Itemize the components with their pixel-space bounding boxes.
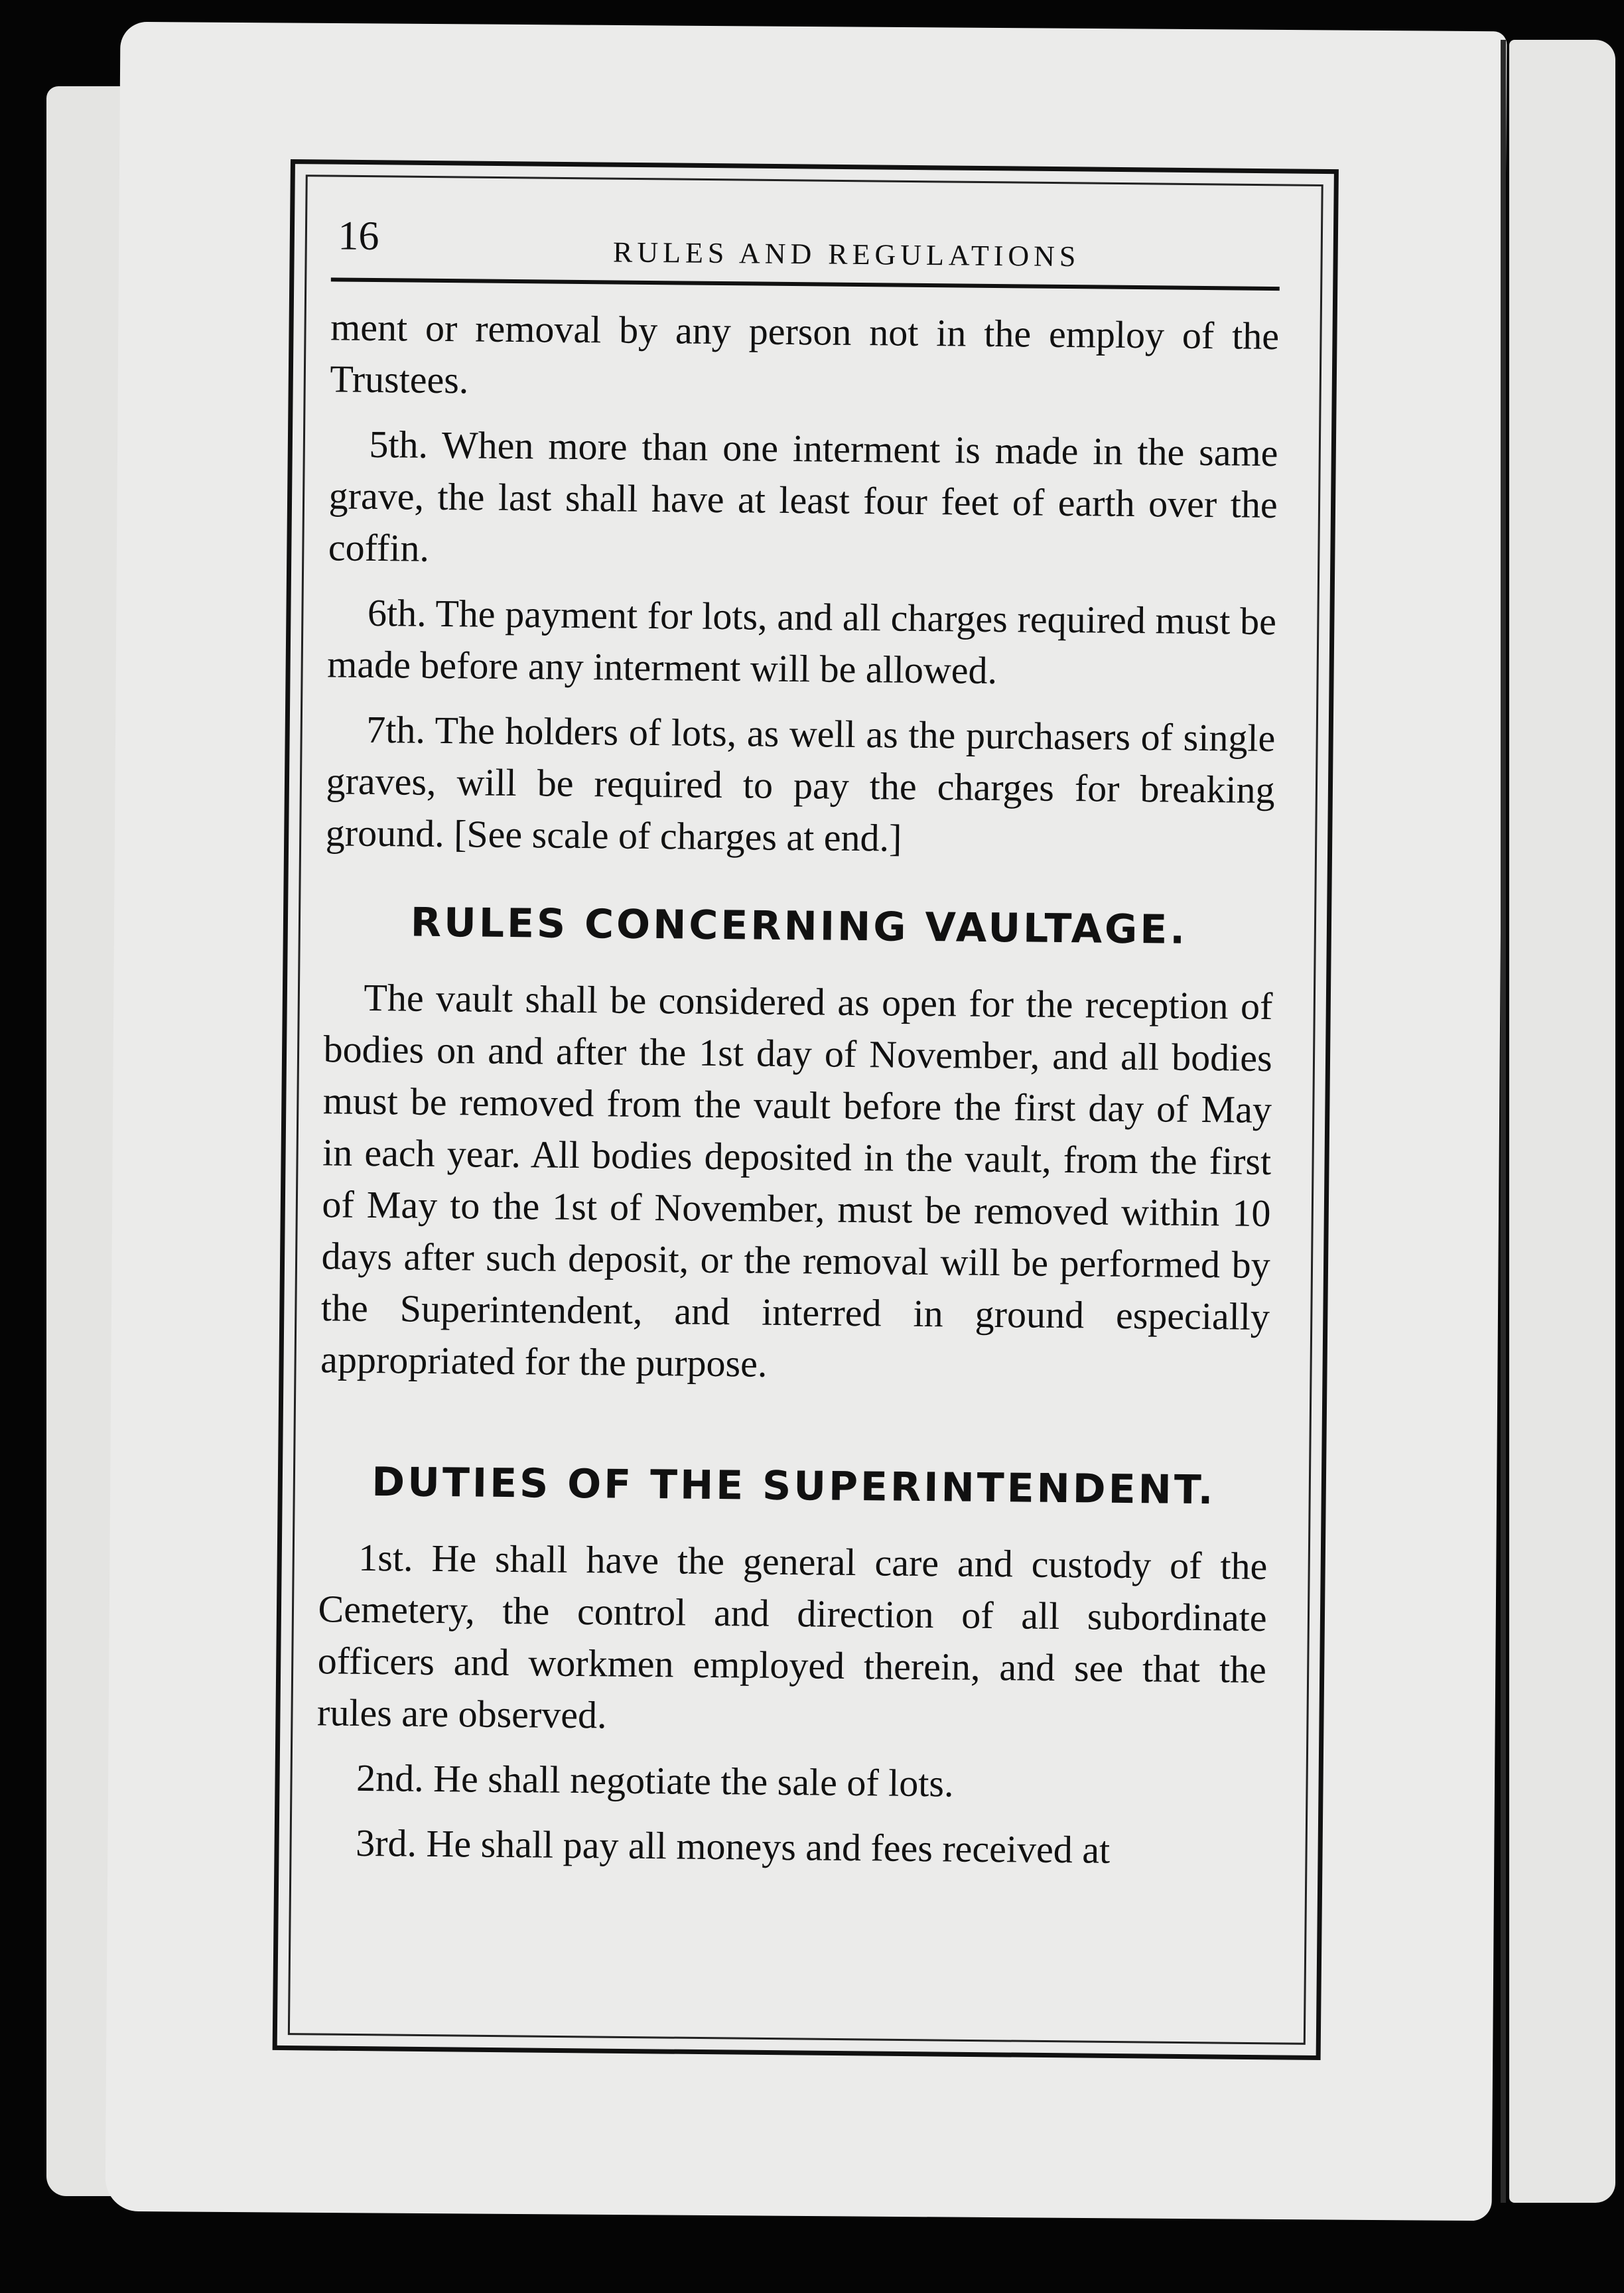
paragraph-duty-2: 2nd. He shall negotiate the sale of lots.: [356, 1756, 954, 1805]
paragraph-rule-6: 6th. The payment for lots, and all charges required must be made before any interment will be allowed.: [326, 591, 1277, 693]
heading-vaultage: RULES CONCERNING VAULTAGE.: [410, 899, 1188, 953]
paragraph-continuation: ment or removal by any person not in the employ of the Trustees.: [330, 305, 1280, 402]
paragraph-rule-5: 5th. When more than one interment is made in the same grave, the last shall have at least four feet of earth over the coffin.: [328, 422, 1278, 570]
heading-superintendent: DUTIES OF THE SUPERINTENDENT.: [372, 1459, 1216, 1514]
page-gutter: [1501, 40, 1506, 2203]
page-number: 16: [338, 213, 379, 259]
paragraph-rule-7: 7th. The holders of lots, as well as the purchasers of single graves, will be required to pay the charges for breaking ground. [See scale of charges at end.]: [325, 707, 1276, 860]
paragraph-duty-3: 3rd. He shall pay all moneys and fees received at: [355, 1821, 1111, 1872]
page-content: [291, 199, 1302, 1891]
paragraph-vaultage: The vault shall be considered as open for the reception of bodies on and after the 1st day of November, and all bodies must be removed from the vault before the first day of May in each year. All bodies deposited in the vault, from the first of May to the 1st of November, must be removed within 10 days after such deposit, or the removal will be performed by the Superintendent, and interred in ground especially appropriated for the purpose.: [320, 975, 1273, 1385]
running-head: RULES AND REGULATIONS: [612, 236, 1081, 273]
paragraph-duty-1: 1st. He shall have the general care and custody of the Cemetery, the control and direction of all subordinate officers and workmen employed therein, and see that the rules are observed.: [316, 1535, 1268, 1737]
body-text: [316, 301, 1280, 1878]
page-header: [306, 199, 1302, 281]
right-page-edge: [1509, 40, 1615, 2203]
